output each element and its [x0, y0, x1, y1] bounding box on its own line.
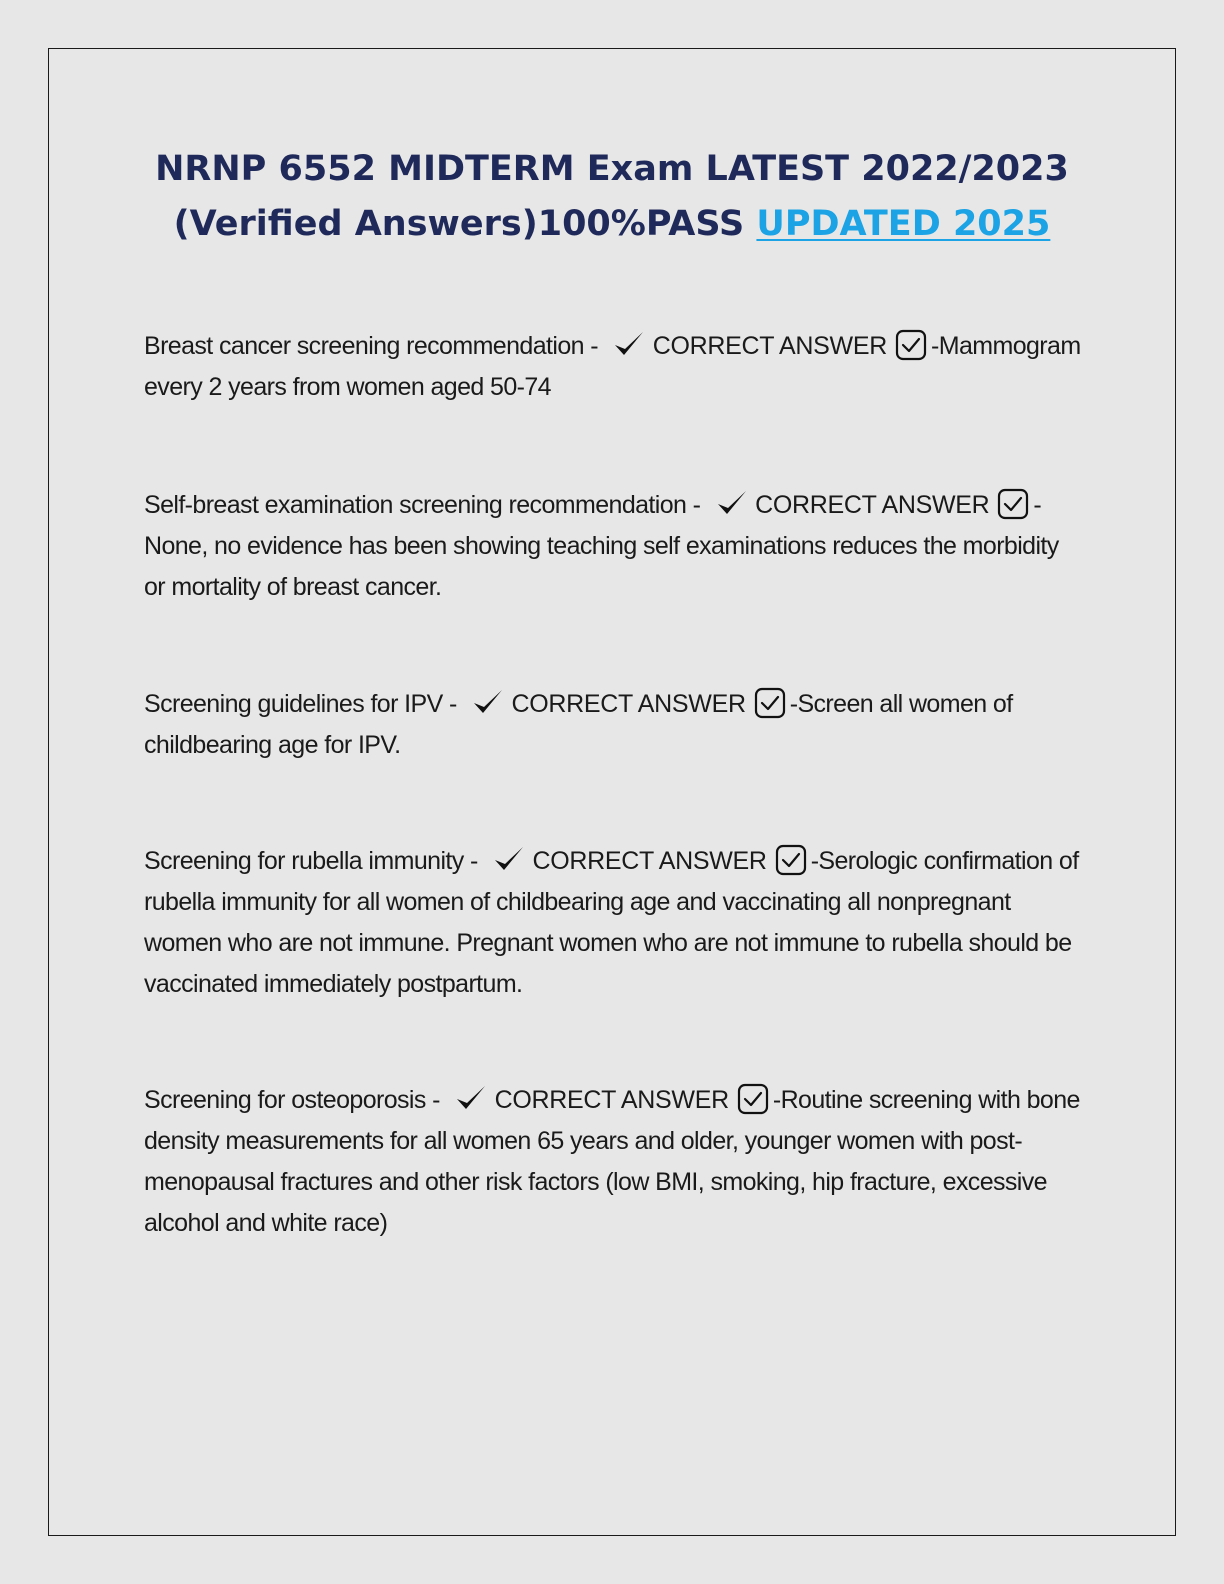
question-text: Breast cancer screening recommendation -: [144, 332, 599, 360]
qa-item: [144, 485, 1084, 608]
title-line-1: NRNP 6552 MIDTERM Exam LATEST 2022/2023: [155, 149, 1069, 189]
page-border: [48, 48, 1176, 1536]
answer-text: -None, no evidence has been showing teaching self examinations reduces the morbidity or mortality of breast cancer.: [144, 491, 1059, 601]
correct-answer-label: CORRECT ANSWER: [511, 690, 746, 718]
qa-item: [144, 684, 1084, 766]
question-text: Self-breast examination screening recommendation -: [144, 491, 701, 519]
checkbox-checked-icon: [997, 488, 1029, 520]
qa-item: [144, 1080, 1084, 1244]
check-mark-icon: [454, 1083, 488, 1113]
question-text: Screening guidelines for IPV -: [144, 690, 457, 718]
check-mark-icon: [471, 687, 505, 717]
correct-answer-label: CORRECT ANSWER: [755, 491, 990, 519]
check-mark-icon: [492, 844, 526, 874]
qa-item: [144, 326, 1084, 408]
correct-answer-label: CORRECT ANSWER: [494, 1086, 729, 1114]
correct-answer-label: CORRECT ANSWER: [652, 332, 887, 360]
updated-link[interactable]: UPDATED 2025: [756, 204, 1051, 244]
answer-text: -Routine screening with bone density measurements for all women 65 years and older, younger women with post-menopausal fractures and other risk factors (low BMI, smoking, hip fracture, excessive alcohol and white race): [144, 1086, 1080, 1237]
check-mark-icon: [715, 488, 749, 518]
qa-item: [144, 841, 1084, 1005]
answer-text: -Serologic confirmation of rubella immunity for all women of childbearing age and vaccinating all nonpregnant women who are not immune. Pregnant women who are not immune to rubella should be vaccinated immediately postpartum.: [144, 847, 1079, 998]
checkbox-checked-icon: [775, 844, 807, 876]
answer-text: -Mammogram every 2 years from women aged 50-74: [144, 332, 1081, 401]
title-line-2-prefix: (Verified Answers)100%PASS: [173, 204, 745, 244]
checkbox-checked-icon: [754, 687, 786, 719]
document-title: [0, 142, 1224, 252]
check-mark-icon: [612, 329, 646, 359]
correct-answer-label: CORRECT ANSWER: [532, 847, 767, 875]
checkbox-checked-icon: [895, 329, 927, 361]
question-text: Screening for osteoporosis -: [144, 1086, 440, 1114]
answer-text: -Screen all women of childbearing age for IPV.: [144, 690, 1013, 759]
question-text: Screening for rubella immunity -: [144, 847, 478, 875]
title-line-2: [0, 197, 1224, 252]
checkbox-checked-icon: [737, 1083, 769, 1115]
